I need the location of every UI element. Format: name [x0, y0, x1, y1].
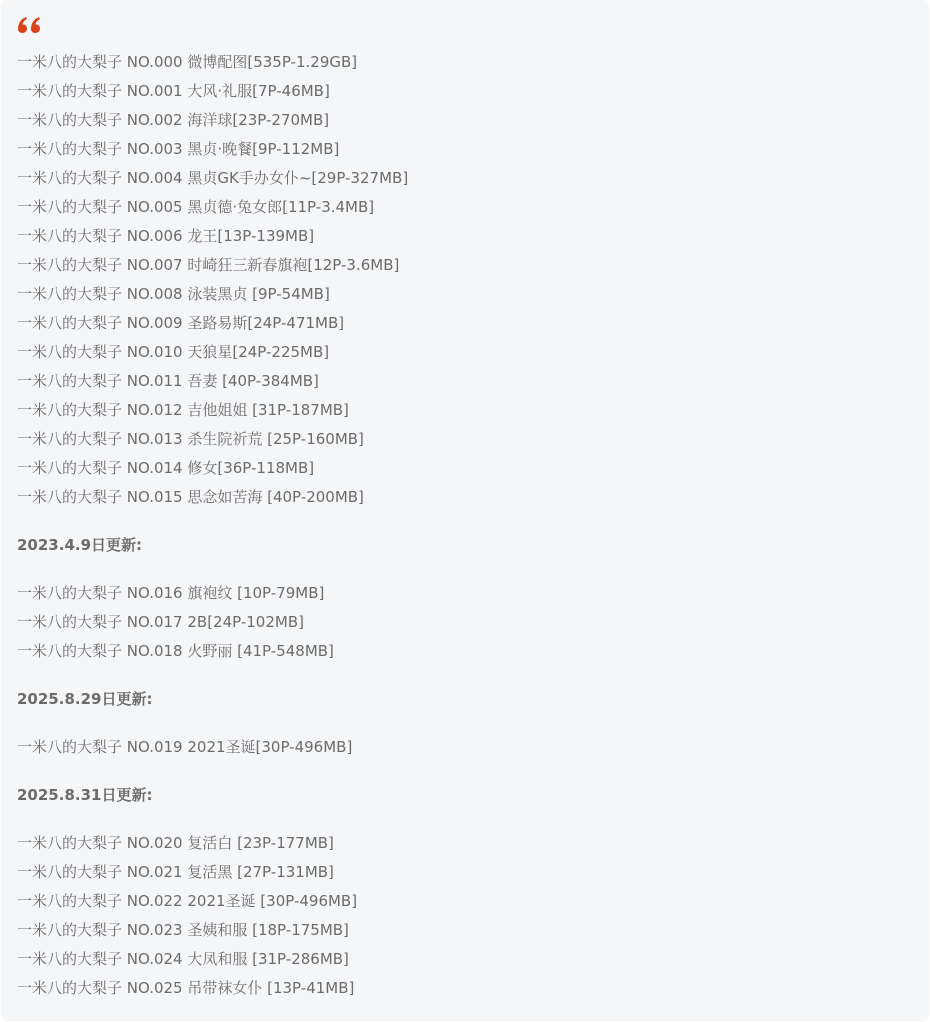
- list-item: 一米八的大梨子 NO.025 吊带袜女仆 [13P-41MB]: [17, 979, 355, 997]
- list-item: 一米八的大梨子 NO.007 时崎狂三新春旗袍[12P-3.6MB]: [17, 256, 400, 274]
- list-item: 一米八的大梨子 NO.014 修女[36P-118MB]: [17, 459, 315, 477]
- list-item: 一米八的大梨子 NO.019 2021圣诞[30P-496MB]: [17, 738, 353, 756]
- group-1: [17, 579, 919, 666]
- list-item: 一米八的大梨子 NO.018 火野丽 [41P-548MB]: [17, 642, 334, 660]
- list-item: 一米八的大梨子 NO.012 吉他姐姐 [31P-187MB]: [17, 401, 349, 419]
- list-item: 一米八的大梨子 NO.015 思念如苦海 [40P-200MB]: [17, 488, 364, 506]
- list-item: 一米八的大梨子 NO.000 微博配图[535P-1.29GB]: [17, 53, 358, 71]
- group-3: [17, 829, 919, 1003]
- update-heading: 2025.8.29日更新:: [17, 690, 153, 708]
- list-item: 一米八的大梨子 NO.016 旗袍纹 [10P-79MB]: [17, 584, 325, 602]
- list-item: 一米八的大梨子 NO.003 黑贞·晚餐[9P-112MB]: [17, 140, 340, 158]
- list-item: 一米八的大梨子 NO.022 2021圣诞 [30P-496MB]: [17, 892, 358, 910]
- update-heading: 2025.8.31日更新:: [17, 786, 153, 804]
- list-item: 一米八的大梨子 NO.013 杀生院祈荒 [25P-160MB]: [17, 430, 364, 448]
- list-item: 一米八的大梨子 NO.017 2B[24P-102MB]: [17, 613, 304, 631]
- group-2: [17, 733, 919, 762]
- list-item: 一米八的大梨子 NO.020 复活白 [23P-177MB]: [17, 834, 334, 852]
- list-item: 一米八的大梨子 NO.001 大风·礼服[7P-46MB]: [17, 82, 330, 100]
- list-item: 一米八的大梨子 NO.009 圣路易斯[24P-471MB]: [17, 314, 345, 332]
- list-item: 一米八的大梨子 NO.006 龙王[13P-139MB]: [17, 227, 315, 245]
- update-heading: 2023.4.9日更新:: [17, 536, 143, 554]
- list-item: 一米八的大梨子 NO.008 泳装黑贞 [9P-54MB]: [17, 285, 330, 303]
- quote-mark-icon: [16, 13, 44, 35]
- list-item: 一米八的大梨子 NO.023 圣姨和服 [18P-175MB]: [17, 921, 349, 939]
- list-item: 一米八的大梨子 NO.021 复活黑 [27P-131MB]: [17, 863, 334, 881]
- list-item: 一米八的大梨子 NO.011 吾妻 [40P-384MB]: [17, 372, 319, 390]
- blockquote: [1, 0, 929, 1021]
- list-item: 一米八的大梨子 NO.010 天狼星[24P-225MB]: [17, 343, 330, 361]
- group-0: [17, 48, 919, 512]
- list-item: 一米八的大梨子 NO.024 大凤和服 [31P-286MB]: [17, 950, 349, 968]
- list-item: 一米八的大梨子 NO.004 黑贞GK手办女仆~[29P-327MB]: [17, 169, 409, 187]
- list-item: 一米八的大梨子 NO.005 黑贞德·兔女郎[11P-3.4MB]: [17, 198, 375, 216]
- quote-content: [17, 48, 919, 1003]
- list-item: 一米八的大梨子 NO.002 海洋球[23P-270MB]: [17, 111, 330, 129]
